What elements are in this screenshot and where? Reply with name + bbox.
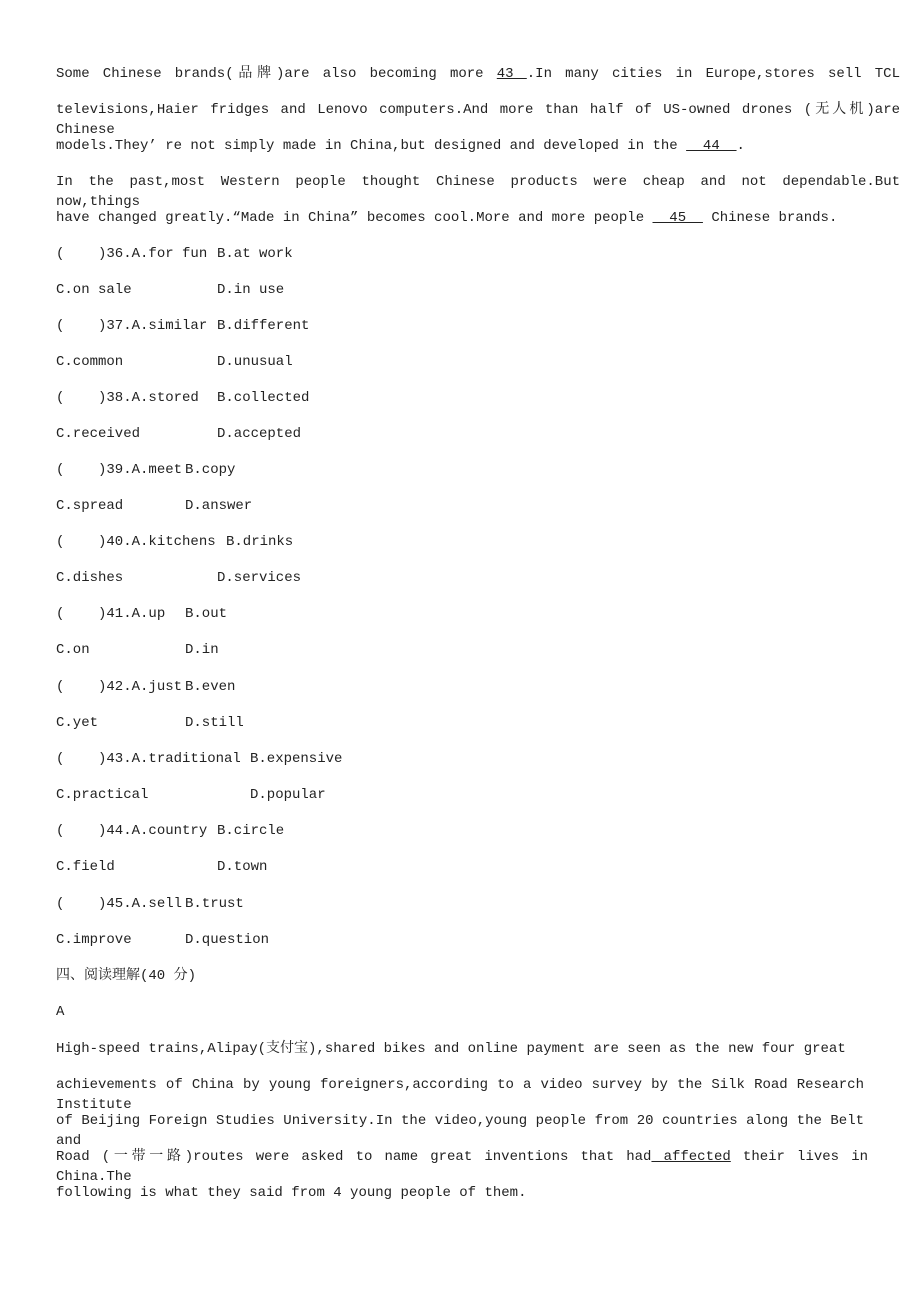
part-label: A bbox=[56, 1004, 65, 1020]
question-row: ( )38.A.stored B.collected bbox=[56, 390, 310, 406]
question-row: C.on sale D.in use bbox=[56, 282, 285, 298]
passage-line: models.They’ re not simply made in China,but designed and developed in the 44 . bbox=[56, 138, 745, 154]
question-row: ( )41.A.up B.out bbox=[56, 606, 228, 622]
question-row: ( )36.A.for fun B.at work bbox=[56, 246, 293, 262]
blank-44: 44 bbox=[686, 138, 737, 154]
underlined-word: affected bbox=[651, 1149, 731, 1165]
question-row: ( )40.A.kitchens B.drinks bbox=[56, 534, 294, 550]
question-row: C.received D.accepted bbox=[56, 426, 302, 442]
blank-43: 43 bbox=[496, 66, 527, 82]
question-row: ( )44.A.country B.circle bbox=[56, 823, 285, 839]
question-row: C.field D.town bbox=[56, 859, 268, 875]
question-row: C.spread D.answer bbox=[56, 498, 253, 514]
passage-line: of Beijing Foreign Studies University.In the video,young people from 20 countries along the Belt and bbox=[56, 1113, 864, 1149]
question-row: ( )37.A.similar B.different bbox=[56, 318, 310, 334]
question-row: C.on D.in bbox=[56, 642, 219, 658]
question-row: C.yet D.still bbox=[56, 715, 244, 731]
question-row: C.practical D.popular bbox=[56, 787, 326, 803]
passage-line: High-speed trains,Alipay(支付宝),shared bikes and online payment are seen as the new four great bbox=[56, 1041, 846, 1057]
passage-line: In the past,most Western people thought Chinese products were cheap and not dependable.But now,things bbox=[56, 174, 900, 210]
blank-45: 45 bbox=[652, 210, 703, 226]
passage-line: following is what they said from 4 young people of them. bbox=[56, 1185, 527, 1201]
question-row: ( )39.A.meet B.copy bbox=[56, 462, 236, 478]
section-heading: 四、阅读理解(40 分) bbox=[56, 968, 197, 984]
question-row: C.common D.unusual bbox=[56, 354, 293, 370]
passage-line: have changed greatly.“Made in China” becomes cool.More and more people 45 Chinese brands. bbox=[56, 210, 838, 226]
question-row: C.improve D.question bbox=[56, 932, 270, 948]
question-row: ( )45.A.sell B.trust bbox=[56, 896, 244, 912]
question-row: ( )42.A.just B.even bbox=[56, 679, 236, 695]
question-row: ( )43.A.traditional B.expensive bbox=[56, 751, 343, 767]
passage-line: Road (一带一路)routes were asked to name great inventions that had affected their lives in China.The bbox=[56, 1149, 868, 1185]
question-row: C.dishes D.services bbox=[56, 570, 302, 586]
passage-line: televisions,Haier fridges and Lenovo computers.And more than half of US-owned drones (无人机)are Chinese bbox=[56, 102, 900, 138]
passage-line: Some Chinese brands(品牌)are also becoming more 43 .In many cities in Europe,stores sell TCL bbox=[56, 66, 900, 82]
passage-line: achievements of China by young foreigners,according to a video survey by the Silk Road Research Institute bbox=[56, 1077, 864, 1113]
